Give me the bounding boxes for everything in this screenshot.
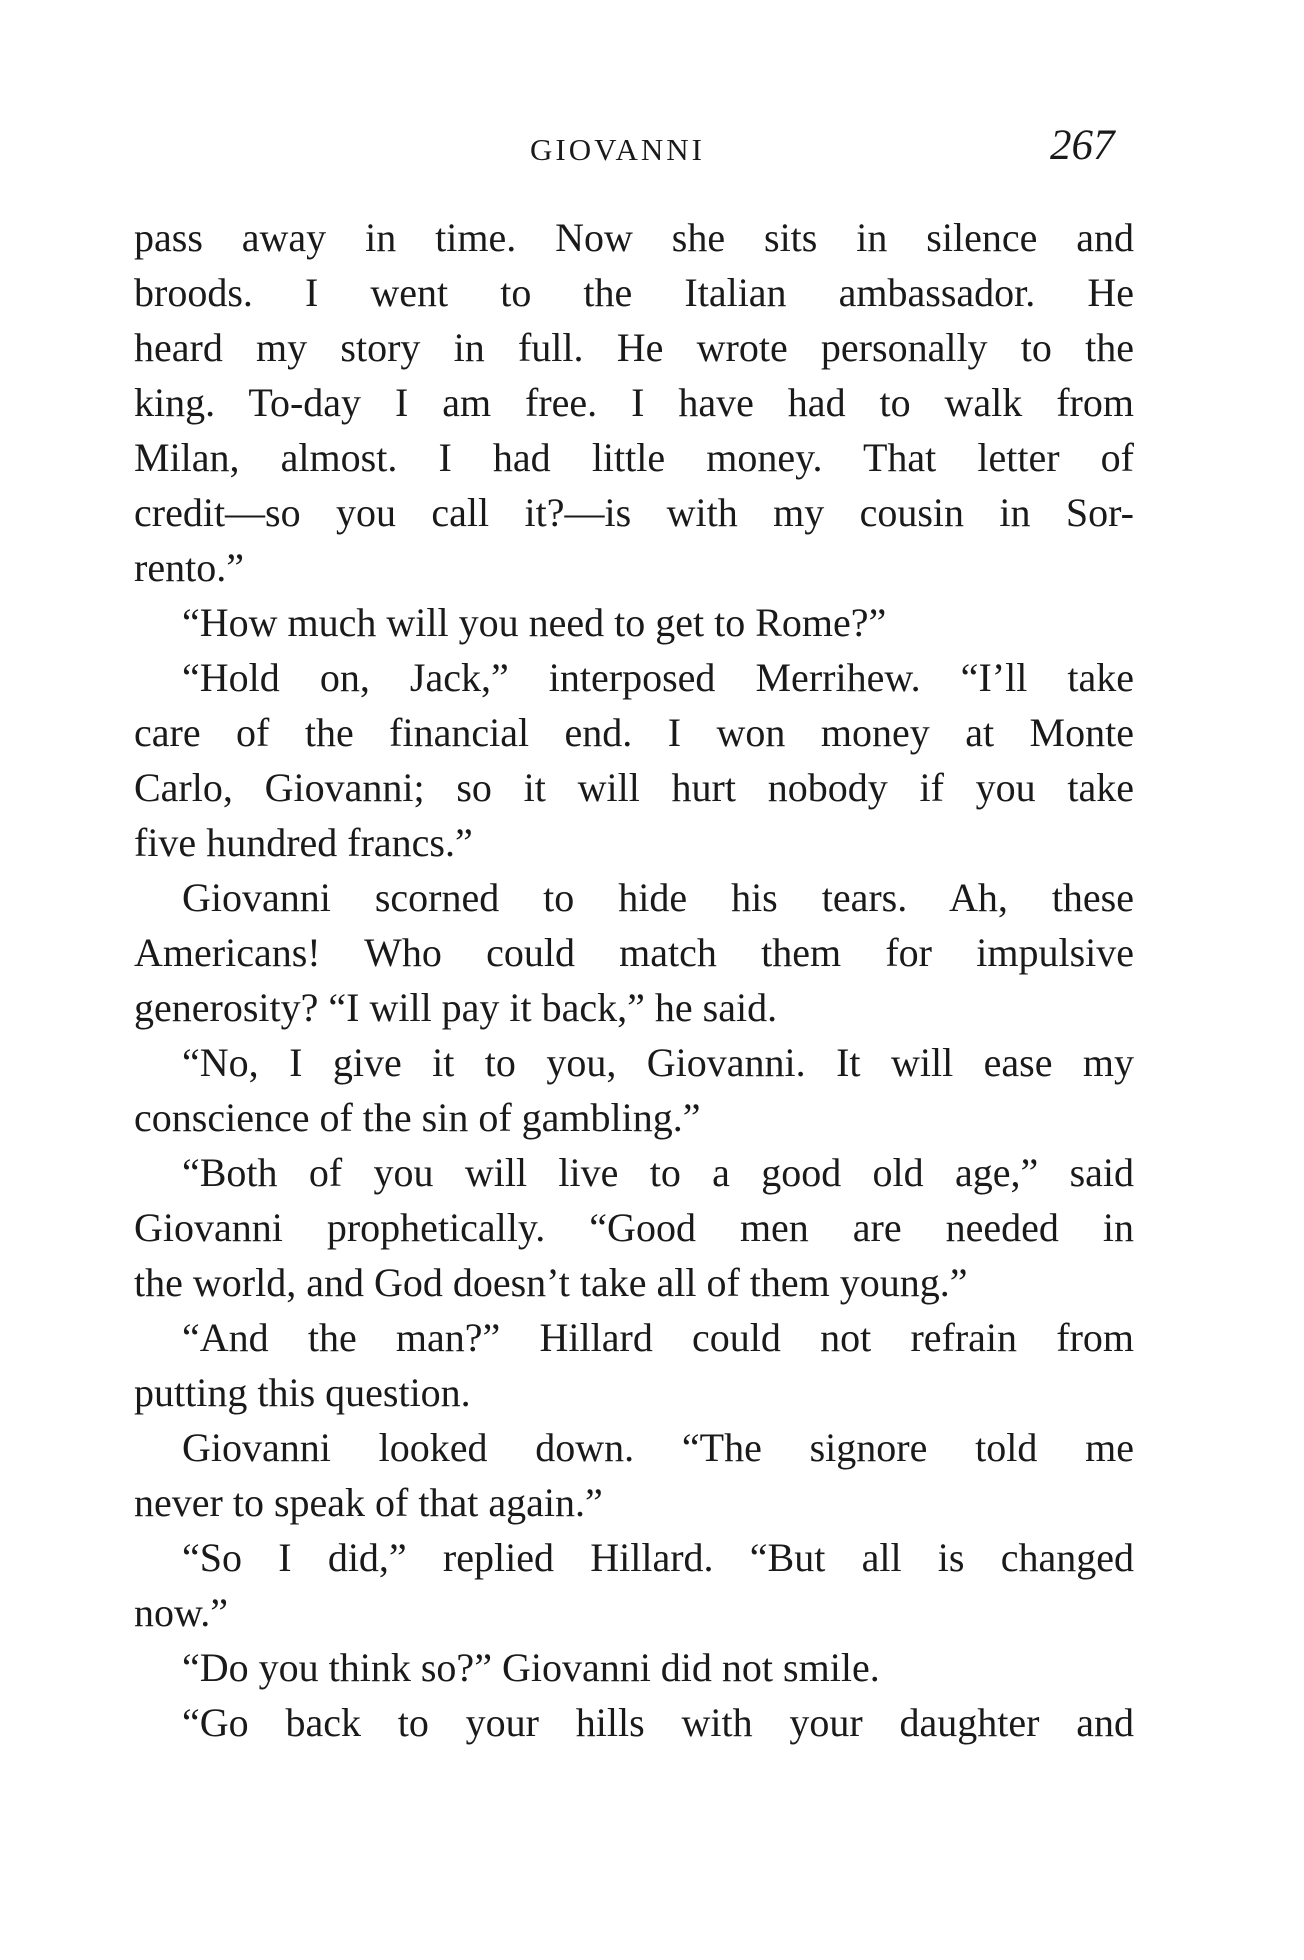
text-line: generosity? “I will pay it back,” he said. [134,985,778,1030]
text-line: “No, I give it to you, Giovanni. It will ease my [182,1040,1134,1085]
text-line: “Go back to your hills with your daughter and [182,1700,1134,1745]
text-line: credit—so you call it?—is with my cousin in Sor- [134,490,1134,535]
text-line: care of the financial end. I won money at Monte [134,710,1134,755]
text-line: “How much will you need to get to Rome?” [182,600,887,645]
text-line: conscience of the sin of gambling.” [134,1095,701,1140]
text-line: the world, and God doesn’t take all of them young.” [134,1260,968,1305]
text-line: never to speak of that again.” [134,1480,603,1525]
text-line: king. To-day I am free. I have had to walk from [134,380,1134,425]
text-line: rento.” [134,545,244,590]
text-line: Americans! Who could match them for impulsive [134,930,1134,975]
text-line: “Both of you will live to a good old age,” said [182,1150,1134,1195]
text-line: Carlo, Giovanni; so it will hurt nobody if you take [134,765,1134,810]
text-line: Milan, almost. I had little money. That letter of [134,435,1134,480]
text-line: “And the man?” Hillard could not refrain from [182,1315,1134,1360]
body-text [134,210,1134,1750]
text-line: now.” [134,1590,229,1635]
text-line: Giovanni prophetically. “Good men are needed in [134,1205,1134,1250]
text-line: putting this question. [134,1370,471,1415]
text-line: Giovanni looked down. “The signore told me [182,1425,1134,1470]
text-line: “Do you think so?” Giovanni did not smile. [182,1645,880,1690]
text-line: Giovanni scorned to hide his tears. Ah, these [182,875,1134,920]
text-line: “So I did,” replied Hillard. “But all is changed [182,1535,1134,1580]
page-number: 267 [1050,122,1115,169]
text-line: five hundred francs.” [134,820,473,865]
text-line: broods. I went to the Italian ambassador. He [134,270,1134,315]
text-line: heard my story in full. He wrote personally to the [134,325,1134,370]
text-line: pass away in time. Now she sits in silence and [134,215,1134,260]
running-title: GIOVANNI [530,132,705,167]
text-line: “Hold on, Jack,” interposed Merrihew. “I’ll take [182,655,1134,700]
